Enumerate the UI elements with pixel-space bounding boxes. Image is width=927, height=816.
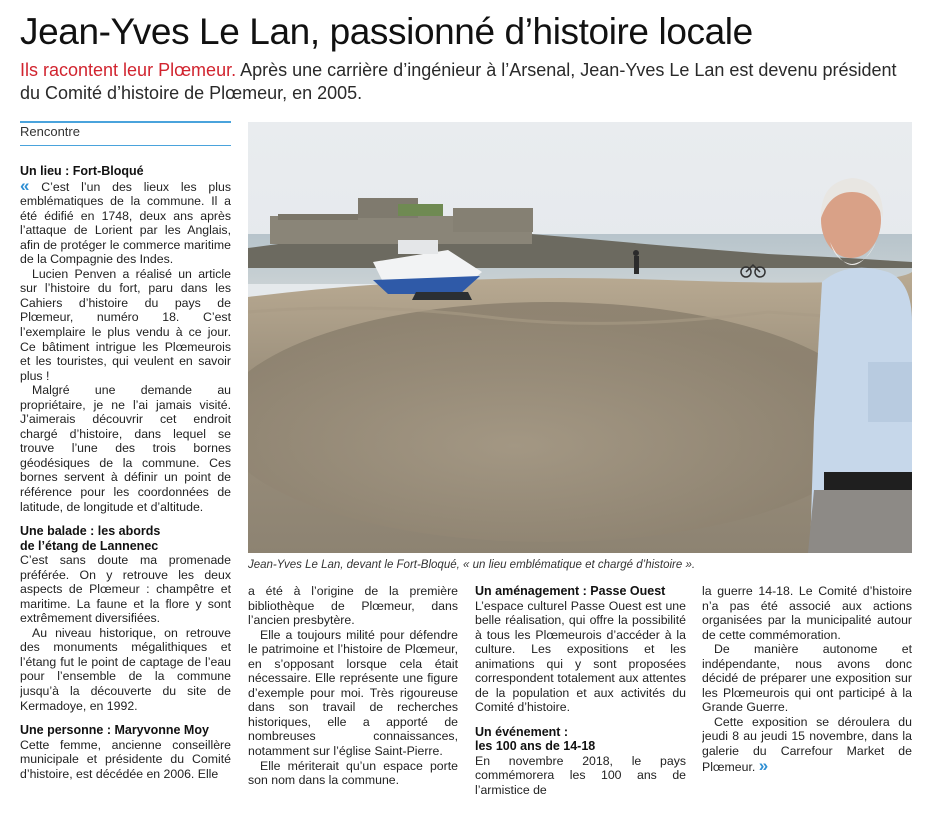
column-1 [20,164,231,810]
section-heading: Un aménagement : Passe Ouest [475,584,666,598]
rubric-rule-bottom [20,145,231,146]
deck-text: Après une carrière d’ingénieur à l’Arsenal, Jean-Yves Le Lan est devenu président du Comité d’histoire de Plœmeur, en 2005. [20,60,897,103]
open-quote-icon: « [20,175,30,195]
paragraph: Au niveau historique, on retrouve des monuments mégalithiques et l’étang fut le point de captage de l’eau pour l’ensemble de la commune jusqu’à la découverte du site de Kermadoye, en 1992. [20,625,231,713]
paragraph: Cette femme, ancienne conseillère municipale et présidente du Comité d’histoire, est décédée en 2006. Elle [20,737,231,781]
photo-caption: Jean-Yves Le Lan, devant le Fort-Bloqué, « un lieu emblématique et chargé d’histoire ». [248,559,696,571]
section-heading: de l’étang de Lannenec [20,538,159,553]
section-heading: Une personne : Maryvonne Moy [20,723,209,738]
paragraph: Cette exposition se déroulera du jeudi 8 au jeudi 15 novembre, dans la galerie du Carrefour Market de Plœmeur. » [702,714,912,775]
section-heading: les 100 ans de 14-18 [475,739,596,754]
paragraph: a été à l’origine de la première bibliothèque de Plœmeur, dans l’ancien presbytère. [248,584,458,628]
paragraph: C’est sans doute ma promenade préférée. On y retrouve les deux aspects de Plœmeur : champêtre et maritime. La faune et la flore y sont extrêmement diversifiées. [20,553,231,626]
paragraph: L’espace culturel Passe Ouest est une belle réalisation, qui offre la possibilité à tous les Plœmeurois d’accéder à la culture. Les expositions et les animations qui y sont proposées correspondent totalement aux attentes de la population et aux activités du Comité d’histoire. [475,598,686,715]
paragraph: De manière autonome et indépendante, nous avons donc décidé de préparer une exposition sur les Plœmeurois qui ont participé à la Grande Guerre. [702,642,912,715]
rubric: Rencontre [20,124,80,139]
close-quote-icon: » [758,755,769,775]
column-2 [248,584,458,812]
paragraph: « C’est l’un des lieux les plus emblématiques de la commune. Il a été édifié en 1748, deux ans après l’attaque de Lorient par les Anglais, afin de protéger le commerce maritime de la Compagnie des Indes. [20,175,231,267]
paragraph: la guerre 14-18. Le Comité d’histoire n’a pas été associé aux actions organisées par la municipalité autour de cette commémoration. [702,584,912,642]
headline: Jean-Yves Le Lan, passionné d’histoire locale [20,11,753,52]
photo-fort-bloque [248,122,912,553]
paragraph: Elle mériterait qu’un espace porte son nom dans la commune. [248,758,458,788]
rubric-rule-top [20,121,231,123]
deck [20,59,910,105]
section-heading: Un lieu : Fort-Bloqué [20,164,144,178]
paragraph: En novembre 2018, le pays commémorera les 100 ans de l’armistice de [475,753,686,797]
column-3 [475,584,686,812]
paragraph: Elle a toujours milité pour défendre le patrimoine et l’histoire de Plœmeur, en s’opposant lorsque cela était nécessaire. Elle représente une figure d’exemple pour moi. Très rigoureuse dans son travail de recherches historiques, elle a apporté de nombreuses connaissances, notamment sur l’église Saint-Pierre. [248,627,458,759]
paragraph: Malgré une demande au propriétaire, je ne l’ai jamais visité. J’aimerais découvrir cet endroit chargé d’histoire, dans lequel se trouve l’une des trois bornes géodésiques de la commune. Ces bornes servent à définir un point de référence pour les coordonnées de latitude, de longitude et d’altitude. [20,383,231,514]
paragraph: Lucien Penven a réalisé un article sur l’histoire du fort, paru dans les Cahiers d’histoire du pays de Plœmeur, numéro 18. C’est l’exemplaire le plus vendu à ce jour. Ce bâtiment intrigue les Plœmeurois et les touristes, qui veulent en savoir plus ! [20,266,231,383]
section-heading: Un événement : [475,724,569,739]
column-4 [702,584,912,812]
section-heading: Une balade : les abords [20,524,161,539]
kicker: Ils racontent leur Plœmeur. [20,60,237,80]
